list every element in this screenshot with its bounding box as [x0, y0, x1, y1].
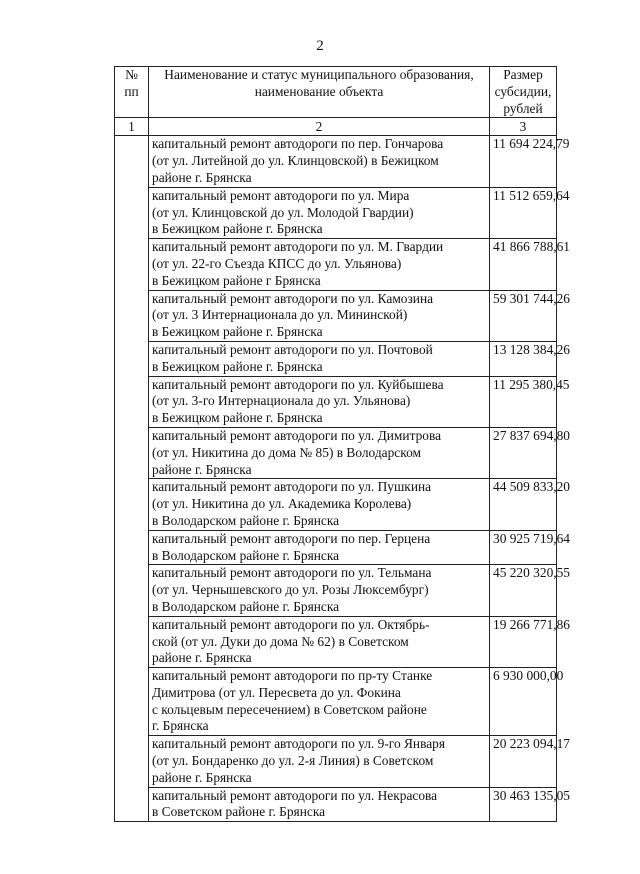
object-name-cell: капитальный ремонт автодороги по ул. Некрасова в Советском районе г. Брянска	[149, 787, 490, 822]
subsidy-amount-cell: 59 301 744,26	[490, 290, 557, 341]
subsidy-amount-cell: 11 694 224,79	[490, 136, 557, 187]
table-row	[115, 290, 557, 341]
object-name-cell: капитальный ремонт автодороги по ул. Мира (от ул. Клинцовской до ул. Молодой Гвардии) в Бежицком районе г. Брянска	[149, 187, 490, 238]
column-number-3: 3	[490, 118, 557, 136]
object-name-cell: капитальный ремонт автодороги по ул. Октябрь- ской (от ул. Дуки до дома № 62) в Советском районе г. Брянска	[149, 616, 490, 667]
row-number-cell	[115, 290, 149, 341]
row-number-cell	[115, 736, 149, 787]
table-row	[115, 668, 557, 736]
header-subsidy-amount: Размер субсидии, рублей	[490, 67, 557, 118]
object-name-cell: капитальный ремонт автодороги по ул. Почтовой в Бежицком районе г. Брянска	[149, 341, 490, 376]
column-number-2: 2	[149, 118, 490, 136]
table-header-row	[115, 67, 557, 118]
row-number-cell	[115, 427, 149, 478]
object-name-cell: капитальный ремонт автодороги по пер. Герцена в Володарском районе г. Брянска	[149, 530, 490, 565]
table-row	[115, 187, 557, 238]
table-row	[115, 136, 557, 187]
table-row	[115, 427, 557, 478]
subsidy-amount-cell: 11 512 659,64	[490, 187, 557, 238]
subsidy-table	[114, 66, 570, 822]
object-name-cell: капитальный ремонт автодороги по пер. Гончарова (от ул. Литейной до ул. Клинцовской) в Бежицком районе г. Брянска	[149, 136, 490, 187]
row-number-cell	[115, 668, 149, 736]
row-number-cell	[115, 565, 149, 616]
subsidy-amount-cell: 30 925 719,64	[490, 530, 557, 565]
column-number-row	[115, 118, 557, 136]
table-body	[115, 136, 570, 822]
row-number-cell	[115, 787, 149, 822]
object-name-cell: капитальный ремонт автодороги по пр-ту Станке Димитрова (от ул. Пересвета до ул. Фокина с кольцевым пересечением) в Советском районе г. Брянска	[149, 668, 490, 736]
subsidy-amount-cell: 20 223 094,17	[490, 736, 557, 787]
subsidy-amount-cell: 44 509 833,20	[490, 479, 557, 530]
row-number-cell	[115, 136, 149, 187]
table-row	[115, 565, 557, 616]
table-row	[115, 787, 557, 822]
column-number-1: 1	[115, 118, 149, 136]
table-row	[115, 239, 557, 290]
table-row	[115, 736, 557, 787]
table-row	[115, 530, 557, 565]
object-name-cell: капитальный ремонт автодороги по ул. Тельмана (от ул. Чернышевского до ул. Розы Люксембург) в Володарском районе г. Брянска	[149, 565, 490, 616]
object-name-cell: капитальный ремонт автодороги по ул. Пушкина (от ул. Никитина до ул. Академика Королева) в Володарском районе г. Брянска	[149, 479, 490, 530]
row-number-cell	[115, 341, 149, 376]
subsidy-amount-cell: 13 128 384,26	[490, 341, 557, 376]
row-number-cell	[115, 376, 149, 427]
row-number-cell	[115, 479, 149, 530]
header-object-name: Наименование и статус муниципального образования, наименование объекта	[149, 67, 490, 118]
subsidy-amount-cell: 11 295 380,45	[490, 376, 557, 427]
table-row	[115, 479, 557, 530]
header-number: № пп	[115, 67, 149, 118]
row-number-cell	[115, 239, 149, 290]
object-name-cell: капитальный ремонт автодороги по ул. Димитрова (от ул. Никитина до дома № 85) в Володарском районе г. Брянска	[149, 427, 490, 478]
subsidy-amount-cell: 27 837 694,80	[490, 427, 557, 478]
row-number-cell	[115, 616, 149, 667]
subsidy-amount-cell: 45 220 320,55	[490, 565, 557, 616]
subsidy-amount-cell: 30 463 135,05	[490, 787, 557, 822]
object-name-cell: капитальный ремонт автодороги по ул. 9-го Января (от ул. Бондаренко до ул. 2-я Линия) в Советском районе г. Брянска	[149, 736, 490, 787]
table-row	[115, 376, 557, 427]
page-number: 2	[316, 38, 324, 54]
subsidy-amount-cell: 6 930 000,00	[490, 668, 557, 736]
row-number-cell	[115, 530, 149, 565]
object-name-cell: капитальный ремонт автодороги по ул. Куйбышева (от ул. 3-го Интернационала до ул. Ульянова) в Бежицком районе г. Брянска	[149, 376, 490, 427]
table-row	[115, 616, 557, 667]
object-name-cell: капитальный ремонт автодороги по ул. Камозина (от ул. 3 Интернационала до ул. Мининской) в Бежицком районе г. Брянска	[149, 290, 490, 341]
object-name-cell: капитальный ремонт автодороги по ул. М. Гвардии (от ул. 22-го Съезда КПСС до ул. Ульянова) в Бежицком районе г Брянска	[149, 239, 490, 290]
table-row	[115, 341, 557, 376]
row-number-cell	[115, 187, 149, 238]
subsidy-amount-cell: 41 866 788,61	[490, 239, 557, 290]
subsidy-amount-cell: 19 266 771,86	[490, 616, 557, 667]
